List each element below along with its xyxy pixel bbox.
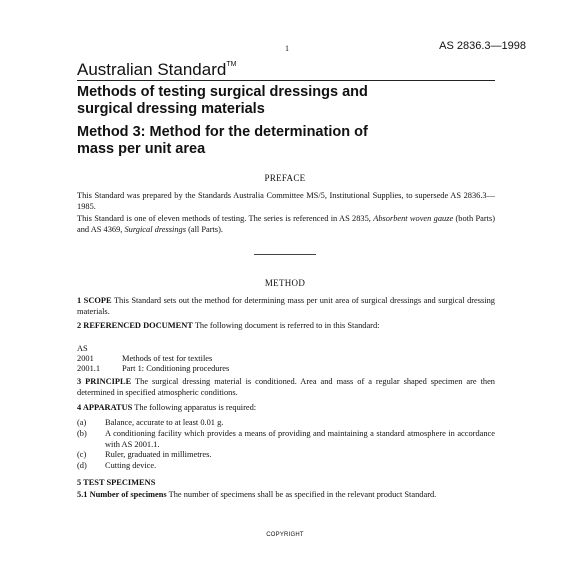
copyright-footer: COPYRIGHT (266, 532, 304, 538)
method-title-line1: Method 3: Method for the determination of (77, 124, 368, 140)
preface-p2-text-c: (all Parts). (185, 224, 223, 234)
apparatus-item-mark: (a) (77, 418, 87, 427)
method-heading: METHOD (264, 278, 306, 288)
apparatus-item-text: Cutting device. (105, 461, 157, 470)
trademark-mark: TM (226, 61, 237, 68)
apparatus-heading: 4 APPARATUS (77, 403, 133, 412)
apparatus-item-text: Balance, accurate to at least 0.01 g. (105, 418, 224, 427)
scope-heading: 1 SCOPE (77, 296, 112, 305)
document-title-line1: Methods of testing surgical dressings and (77, 84, 368, 100)
referenced-document-heading: 2 REFERENCED DOCUMENT (77, 321, 193, 330)
preface-paragraph-2 (77, 214, 495, 235)
document-title (77, 84, 497, 118)
principle-paragraph (77, 377, 495, 398)
page-number: 1 (285, 44, 289, 53)
test-specimens-heading-text: 5 TEST SPECIMENS (77, 478, 156, 487)
method-title-line2: mass per unit area (77, 141, 206, 157)
brand-title (77, 60, 236, 80)
preface-heading: PREFACE (264, 173, 306, 183)
reference-row (77, 364, 229, 375)
method-title (77, 124, 497, 158)
reference-code: 2001.1 (77, 364, 101, 373)
number-of-specimens-text: The number of specimens shall be as specified in the relevant product Standard. (166, 490, 437, 499)
reference-code: 2001 (77, 354, 94, 363)
section-divider (254, 254, 316, 255)
apparatus-item-mark: (d) (77, 461, 87, 470)
reference-series: AS (77, 344, 88, 353)
apparatus-item-text: A conditioning facility which provides a means of providing and maintaining a standard atmosphere in accordance with AS 2001.1. (105, 429, 495, 449)
document-title-line2: surgical dressing materials (77, 101, 265, 117)
preface-p2-italic-1: Absorbent woven gauze (373, 214, 454, 223)
apparatus-item (77, 450, 495, 461)
apparatus-item (77, 418, 495, 429)
apparatus-item (77, 461, 495, 472)
apparatus-item-mark: (c) (77, 450, 87, 459)
scope-paragraph (77, 296, 495, 317)
number-of-specimens-paragraph (77, 490, 495, 501)
number-of-specimens-heading: 5.1 Number of specimens (77, 490, 167, 499)
apparatus-item-mark: (b) (77, 429, 87, 438)
scope-text: This Standard sets out the method for determining mass per unit area of surgical dressings and surgical dressing materials. (77, 296, 495, 316)
standard-number: AS 2836.3—1998 (439, 40, 526, 52)
referenced-document-paragraph (77, 321, 495, 332)
title-rule (77, 80, 495, 81)
principle-heading: 3 PRINCIPLE (77, 377, 132, 386)
preface-p2-text-a: This Standard is one of eleven methods of testing. The series is referenced in AS 2835, (77, 214, 374, 223)
reference-title: Part 1: Conditioning procedures (122, 364, 230, 373)
reference-title: Methods of test for textiles (122, 354, 213, 363)
preface-p2-italic-2: Surgical dressings (124, 224, 186, 234)
preface-p2-text-b: (both Parts) and AS 4369, (77, 214, 495, 234)
brand-name: Australian Standard (77, 60, 227, 79)
principle-text: The surgical dressing material is conditioned. Area and mass of a regular shaped specimen are then determined in specified atmospheric conditions. (77, 377, 495, 397)
apparatus-text: The following apparatus is required: (132, 403, 257, 412)
test-specimens-heading (77, 478, 495, 489)
apparatus-item-text: Ruler, graduated in millimetres. (105, 450, 212, 459)
apparatus-paragraph (77, 403, 495, 414)
referenced-document-text: The following document is referred to in this Standard: (192, 321, 380, 330)
apparatus-item (77, 429, 495, 451)
reference-row (77, 354, 212, 365)
preface-paragraph-1: This Standard was prepared by the Standards Australia Committee MS/5, Institutional Supplies, to supersede AS 2836.3—1985. (77, 191, 495, 211)
